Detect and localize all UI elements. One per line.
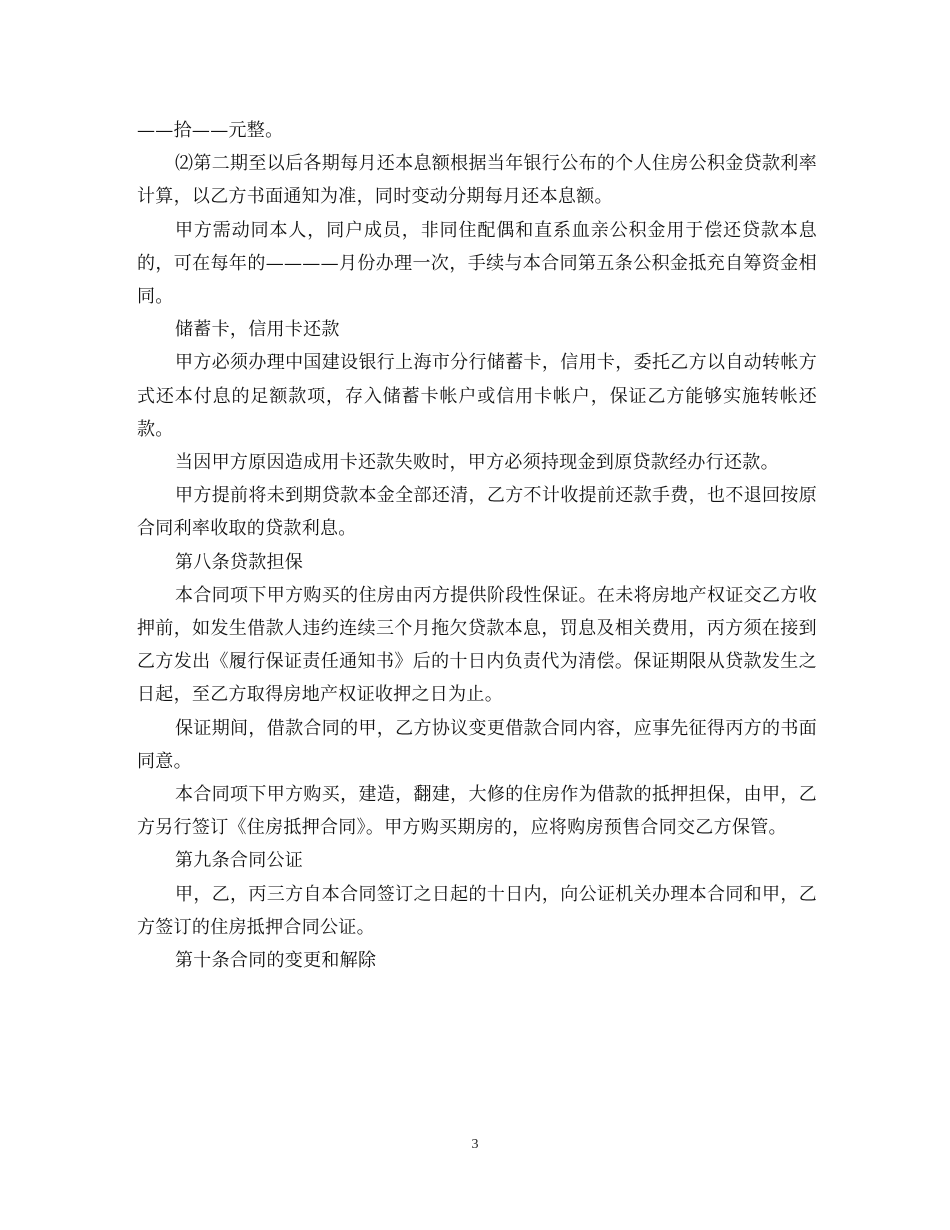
- paragraph-amount-continuation: ——拾——元整。: [137, 120, 284, 141]
- paragraph-mortgage: 本合同项下甲方购买，建造，翻建，大修的住房作为借款的抵押担保，由甲，乙方另行签订《住房抵押合同》。甲方购买期房的，应将购房预售合同交乙方保管。: [137, 784, 817, 839]
- paragraph-card-failure: 当因甲方原因造成用卡还款失败时，甲方必须持现金到原贷款经办行还款。: [175, 452, 779, 474]
- paragraph-second-period-repayment: ⑵第二期至以后各期每月还本息额根据当年银行公布的个人住房公积金贷款利率计算，以乙方书面通知为准，同时变动分期每月还本息额。: [137, 153, 817, 208]
- paragraph-card-auto-transfer: 甲方必须办理中国建设银行上海市分行储蓄卡，信用卡，委托乙方以自动转帐方式还本付息的足额款项，存入储蓄卡帐户或信用卡帐户，保证乙方能够实施转帐还款。: [137, 352, 817, 440]
- document-body: [137, 114, 817, 977]
- section-heading-article-8: 第八条贷款担保: [175, 551, 304, 573]
- section-heading-card-repayment: 储蓄卡，信用卡还款: [175, 319, 340, 341]
- paragraph-notarization: 甲，乙，丙三方自本合同签订之日起的十日内，向公证机关办理本合同和甲，乙方签订的住房抵押合同公证。: [137, 883, 817, 938]
- section-heading-article-9: 第九条合同公证: [175, 850, 304, 872]
- paragraph-provident-fund-repayment: 甲方需动同本人，同户成员，非同住配偶和直系血亲公积金用于偿还贷款本息的，可在每年的————月份办理一次，手续与本合同第五条公积金抵充自筹资金相同。: [137, 219, 817, 308]
- page-number: 3: [471, 1137, 479, 1152]
- paragraph-guarantee-period: 保证期间，借款合同的甲，乙方协议变更借款合同内容，应事先征得丙方的书面同意。: [137, 717, 817, 772]
- paragraph-early-repayment: 甲方提前将未到期贷款本金全部还清，乙方不计收提前还款手费，也不退回按原合同利率收取的贷款利息。: [137, 485, 817, 540]
- section-heading-article-10: 第十条合同的变更和解除: [175, 950, 377, 972]
- paragraph-guarantee: 本合同项下甲方购买的住房由丙方提供阶段性保证。在未将房地产权证交乙方收押前，如发生借款人违约连续三个月拖欠贷款本息，罚息及相关费用，丙方须在接到乙方发出《履行保证责任通知书》后的十日内负责代为清偿。保证期限从贷款发生之日起，至乙方取得房地产权证收押之日为止。: [137, 584, 817, 706]
